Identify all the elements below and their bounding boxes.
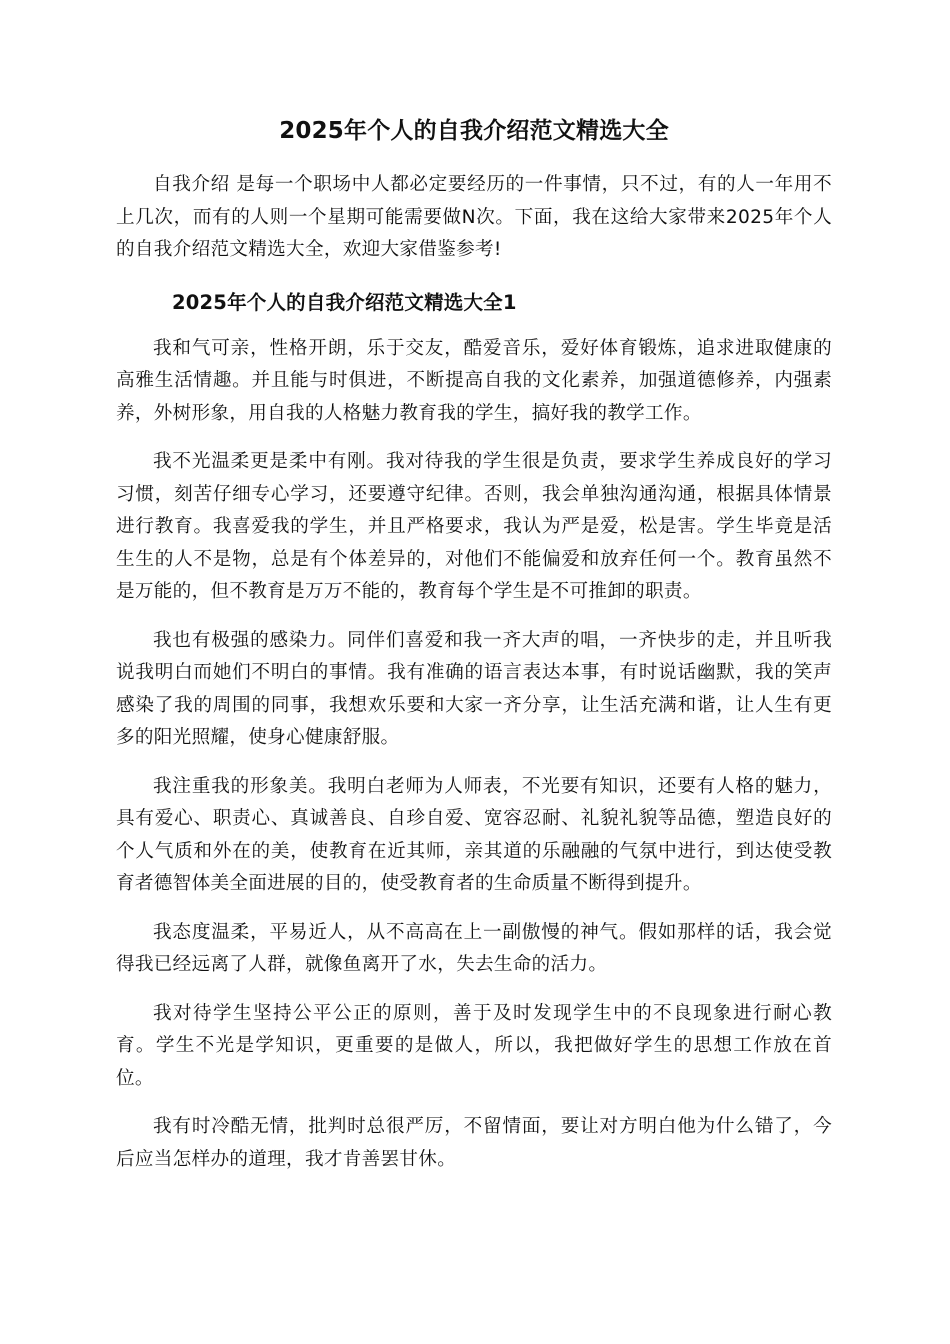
body-paragraph-3: 我也有极强的感染力。同伴们喜爱和我一齐大声的唱，一齐快步的走，并且听我说我明白而她们不明白的事情。我有准确的语言表达本事，有时说话幽默，我的笑声感染了我的周围的同事，我想欢乐要和大家一齐分享，让生活充满和谐，让人生有更多的阳光照耀，使身心健康舒服。 xyxy=(116,629,832,748)
body-paragraph-6: 我对待学生坚持公平公正的原则，善于及时发现学生中的不良现象进行耐心教育。学生不光是学知识，更重要的是做人，所以，我把做好学生的思想工作放在首位。 xyxy=(116,1002,832,1089)
body-paragraph-4: 我注重我的形象美。我明白老师为人师表，不光要有知识，还要有人格的魅力，具有爱心、职责心、真诚善良、自珍自爱、宽容忍耐、礼貌礼貌等品德，塑造良好的个人气质和外在的美，使教育在近其师，亲其道的乐融融的气氛中进行，到达使受教育者德智体美全面进展的目的，使受教育者的生命质量不断得到提升。 xyxy=(116,775,832,894)
intro-paragraph: 自我介绍 是每一个职场中人都必定要经历的一件事情，只不过，有的人一年用不上几次，而有的人则一个星期可能需要做N次。下面，我在这给大家带来2025年个人的自我介绍范文精选大全，欢迎大家借鉴参考! xyxy=(116,174,832,260)
body-paragraph-1: 我和气可亲，性格开朗，乐于交友，酷爱音乐，爱好体育锻炼，追求进取健康的高雅生活情趣。并且能与时俱进，不断提高自我的文化素养，加强道德修养，内强素养，外树形象，用自我的人格魅力教育我的学生，搞好我的教学工作。 xyxy=(116,337,832,424)
body-paragraph-2: 我不光温柔更是柔中有刚。我对待我的学生很是负责，要求学生养成良好的学习习惯，刻苦仔细专心学习，还要遵守纪律。否则，我会单独沟通沟通，根据具体情景进行教育。我喜爱我的学生，并且严格要求，我认为严是爱，松是害。学生毕竟是活生生的人不是物，总是有个体差异的，对他们不能偏爱和放弃任何一个。教育虽然不是万能的，但不教育是万万不能的，教育每个学生是不可推卸的职责。 xyxy=(116,451,832,602)
document-title: 2025年个人的自我介绍范文精选大全 xyxy=(279,118,669,144)
section-heading: 2025年个人的自我介绍范文精选大全1 xyxy=(172,290,517,314)
body-paragraph-5: 我态度温柔，平易近人，从不高高在上一副傲慢的神气。假如那样的话，我会觉得我已经远离了人群，就像鱼离开了水，失去生命的活力。 xyxy=(116,921,832,975)
body-paragraph-7: 我有时冷酷无情，批判时总很严厉，不留情面，要让对方明白他为什么错了，今后应当怎样办的道理，我才肯善罢甘休。 xyxy=(116,1116,832,1170)
